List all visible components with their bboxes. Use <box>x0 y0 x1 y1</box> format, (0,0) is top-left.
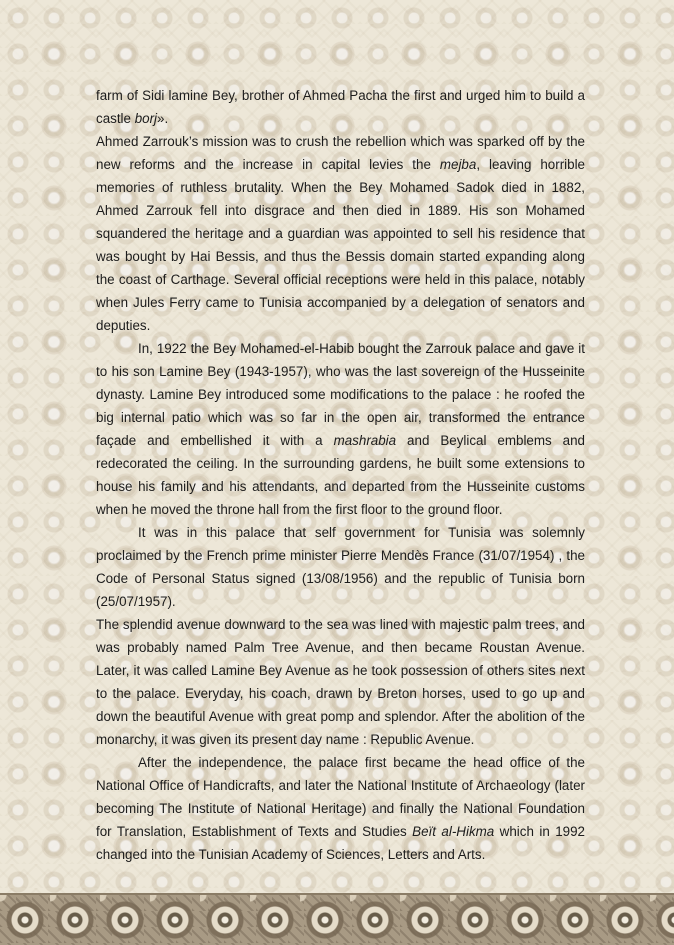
paragraph <box>96 84 585 130</box>
text-run: which in 1992 changed into the Tunisian Academy of Sciences, Letters and Arts. <box>96 824 585 862</box>
text-run: farm of Sidi lamine Bey, brother of Ahmed Pacha the first and urged him to build a castle <box>96 88 585 126</box>
text-run: The splendid avenue downward to the sea was lined with majestic palm trees, and was probably named Palm Tree Avenue, and then became Roustan Avenue. Later, it was called Lamine Bey Avenue as he took possession of others sites next to the palace. Everyday, his coach, drawn by Breton horses, used to go up and down the beautiful Avenue with great pomp and splendor. After the abolition of the monarchy, it was given its present day name : Republic Avenue. <box>96 617 585 747</box>
text-run: After the independence, the palace first became the head office of the National Office of Handicrafts, and later the National Institute of Archaeology (later becoming The Institute of National Heritage) and finally the National Foundation for Translation, Establishment of Texts and Studies <box>96 755 585 839</box>
italic-term: Beït al-Hikma <box>412 824 495 839</box>
text-run: ». <box>157 111 169 126</box>
paragraph <box>96 751 585 866</box>
paragraph <box>96 130 585 337</box>
paragraph <box>96 337 585 521</box>
decorative-border <box>0 893 674 945</box>
italic-term: mashrabia <box>333 433 397 448</box>
text-run: It was in this palace that self government for Tunisia was solemnly proclaimed by the French prime minister Pierre Mendès France (31/07/1954) , the Code of Personal Status signed (13/08/1956) and the republic of Tunisia born (25/07/1957). <box>96 525 585 609</box>
paragraph <box>96 613 585 751</box>
italic-term: borj <box>134 111 158 126</box>
text-run: In, 1922 the Bey Mohamed-el-Habib bought the Zarrouk palace and gave it to his son Lamine Bey (1943-1957), who was the last sovereign of the Husseinite dynasty. Lamine Bey introduced some modifications to the palace : he roofed the big internal patio which was so far in the open air, transformed the entrance façade and embellished it with a <box>96 341 585 448</box>
text-run: , leaving horrible memories of ruthless brutality. When the Bey Mohamed Sadok died in 1882, Ahmed Zarrouk fell into disgrace and then died in 1889. His son Mohamed squandered the heritage and a guardian was appointed to sell his residence that was bought by Hai Bessis, and thus the Bessis domain started expanding along the coast of Carthage. Several official receptions were held in this palace, notably when Jules Ferry came to Tunisia accompanied by a delegation of senators and deputies. <box>96 157 585 333</box>
text-run: Ahmed Zarrouk’s mission was to crush the rebellion which was sparked off by the new reforms and the increase in capital levies the <box>96 134 585 172</box>
text-run: and Beylical emblems and redecorated the ceiling. In the surrounding gardens, he built some extensions to house his family and his attendants, and departed from the Husseinite customs when he moved the throne hall from the first floor to the ground floor. <box>96 433 585 517</box>
italic-term: mejba <box>439 157 477 172</box>
paragraph <box>96 521 585 613</box>
page-body-text <box>96 84 585 866</box>
